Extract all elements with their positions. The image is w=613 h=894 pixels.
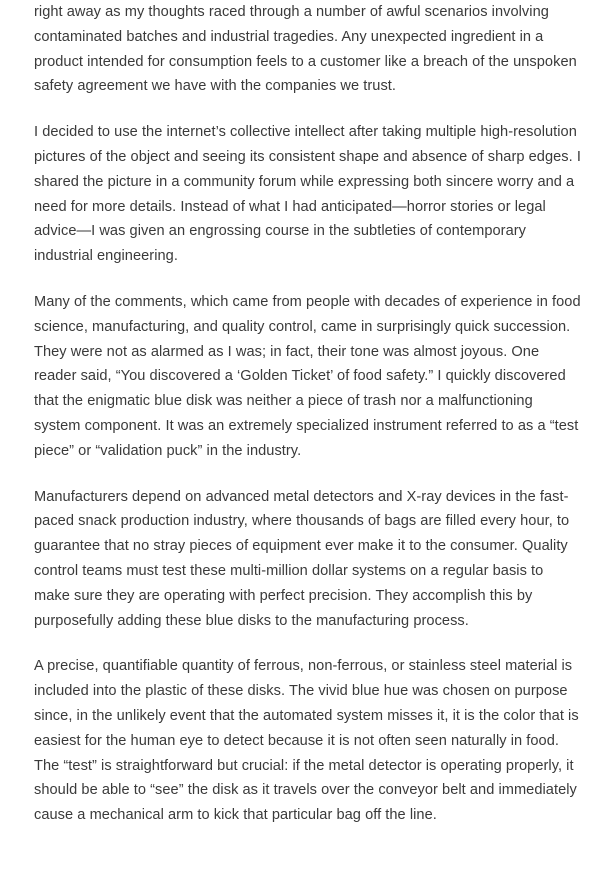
article-paragraph: right away as my thoughts raced through a number of awful scenarios involving contaminated batches and industrial tragedies. Any unexpected ingredient in a product intended for consumption feels to a customer like a breach of the unspoken safety agreement we have with the companies we trust. (34, 4, 577, 95)
article-paragraph: I decided to use the internet’s collective intellect after taking multiple high-resolution pictures of the object and seeing its consistent shape and absence of sharp edges. I shared the picture in a community forum while expressing both sincere worry and a need for more details. Instead of what I had anticipated—horror stories or legal advice—I was given an engrossing course in the subtleties of contemporary industrial engineering. (34, 124, 581, 265)
article-paragraph: Many of the comments, which came from people with decades of experience in food science, manufacturing, and quality control, came in surprisingly quick succession. They were not as alarmed as I was; in fact, their tone was almost joyous. One reader said, “You discovered a ‘Golden Ticket’ of food safety.” I quickly discovered that the enigmatic blue disk was neither a piece of trash nor a malfunctioning system component. It was an extremely specialized instrument referred to as a “test piece” or “validation puck” in the industry. (34, 293, 581, 459)
article-paragraph: A precise, quantifiable quantity of ferrous, non-ferrous, or stainless steel material is included into the plastic of these disks. The vivid blue hue was chosen on purpose since, in the unlikely event that the automated system misses it, it is the color that is easiest for the human eye to detect because it is not often seen naturally in food. The “test” is straightforward but crucial: if the metal detector is operating properly, it should be able to “see” the disk as it travels over the conveyor belt and immediately cause a mechanical arm to kick that particular bag off the line. (34, 658, 579, 824)
article-paragraph: Manufacturers depend on advanced metal detectors and X-ray devices in the fast-paced snack production industry, where thousands of bags are filled every hour, to guarantee that no stray pieces of equipment ever make it to the consumer. Quality control teams must test these multi-million dollar systems on a regular basis to make sure they are operating with perfect precision. They accomplish this by purposefully adding these blue disks to the manufacturing process. (34, 488, 570, 629)
article-body (34, 0, 582, 849)
